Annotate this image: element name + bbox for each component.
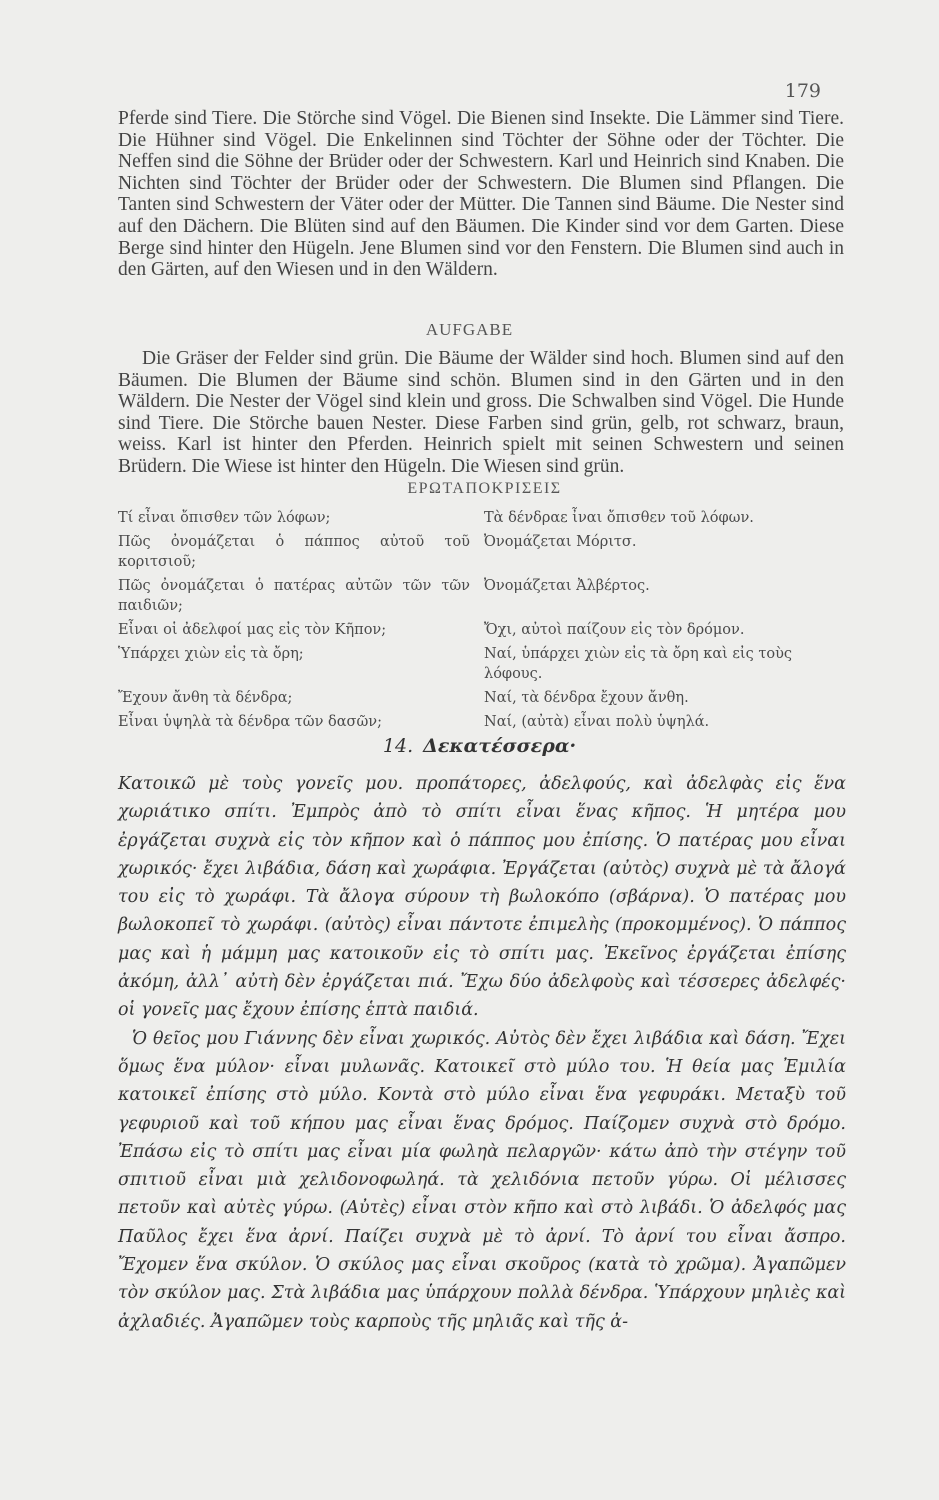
german-text: Pferde sind Tiere. Die Störche sind Vögel. Die Bienen sind Insekte. Die Lämmer sind Tiere. Die Hühner sind Vögel. Die Enkelinnen sind Töchter der Söhne oder der Töchter. Die Neffen sind die Söhne der Brüder oder der Schwestern. Karl und Heinrich sind Knaben. Die Nichten sind Töchter der Brüder oder der Schwestern. Die Blumen sind Pflangen. Die Tanten sind Schwestern der Väter oder der Mütter. Die Tannen sind Bäume. Die Nester sind auf den Dächern. Die Blüten sind auf den Bäumen. Die Kinder sind vor dem Garten. Diese Berge sind hinter den Hügeln. Jene Blumen sind vor den Fenstern. Die Blumen sind auch in den Gärten, auf den Wiesen und in den Wäldern. (118, 108, 844, 281)
qa-row (118, 532, 848, 576)
answer: Ὀνομάζεται Ἀλβέρτος. (484, 578, 650, 594)
qa-heading: ΕΡΩΤΑΠΟΚΡΙΣΕΙΣ (407, 480, 562, 497)
qa-row (118, 576, 848, 620)
greek-text-block (118, 770, 846, 1336)
qa-table (118, 508, 848, 736)
aufgabe-paragraph (118, 348, 844, 478)
qa-row (118, 620, 848, 644)
page-number: 179 (784, 80, 821, 102)
lesson-number: 14. (382, 735, 414, 757)
aufgabe-heading: AUFGABE (425, 320, 514, 339)
qa-row (118, 508, 848, 532)
question: Εἶναι ὑψηλὰ τὰ δένδρα τῶν δασῶν; (118, 714, 382, 730)
question: Ἔχουν ἄνθη τὰ δένδρα; (118, 690, 293, 706)
answer: Ὀνομάζεται Μόριτσ. (484, 534, 637, 550)
qa-row (118, 644, 848, 688)
lesson-title: Δεκατέσσερα· (423, 735, 577, 757)
answer: Τὰ δένδραε ἶναι ὄπισθεν τοῦ λόφων. (484, 510, 754, 526)
answer: Ναί, (αὐτὰ) εἶναι πολὺ ὑψηλά. (484, 714, 710, 730)
qa-row (118, 712, 848, 736)
answer: Ὄχι, αὐτοὶ παίζουν εἰς τὸν δρόμον. (484, 622, 745, 638)
question: Πῶς ὀνομάζεται ὁ πατέρας αὐτῶν τῶν τῶν παιδιῶν; (118, 578, 470, 614)
answer: Ναί, ὑπάρχει χιὼν εἰς τὰ ὄρη καὶ εἰς τοὺς λόφους. (484, 646, 793, 682)
question: Ὑπάρχει χιὼν εἰς τὰ ὄρη; (118, 646, 304, 662)
answer: Ναί, τὰ δένδρα ἔχουν ἄνθη. (484, 690, 689, 706)
greek-paragraph-1: Κατοικῶ μὲ τοὺς γονεῖς μου. προπάτορες, ἀδελφούς, καὶ ἀδελφὰς εἰς ἕνα χωριάτικο σπίτι. Ἐμπρὸς ἀπὸ τὸ σπίτι εἶναι ἕνας κῆπος. Ἡ μητέρα μου ἐργάζεται συχνὰ εἰς τὸν κῆπον καὶ ὁ πάππος μου ἐπίσης. Ὁ πατέρας μου εἶναι χωρικός· ἔχει λιβάδια, δάση καὶ χωράφια. Ἐργάζεται (αὐτὸς) συχνὰ μὲ τὰ ἄλογά του εἰς τὸ χωράφι. Τὰ ἄλογα σύρουν τὴ βωλοκόπο (σβάρνα). Ὁ πατέρας μου βωλοκοπεῖ τὸ χωράφι. (αὐτὸς) εἶναι πάντοτε ἐπιμελὴς (προκομμένος). Ὁ πάππος μας καὶ ἡ μάμμη μας κατοικοῦν εἰς τὸ σπίτι μας. Ἐκεῖνος ἐργάζεται ἐπίσης ἀκόμη, ἀλλ᾽ αὐτὴ δὲν ἐργάζεται πιά. Ἔχω δύο ἀδελφοὺς καὶ τέσσερες ἀδελφές· οἱ γονεῖς μας ἔχουν ἐπίσης ἑπτὰ παιδιά. (118, 774, 846, 1021)
question: Εἶναι οἱ ἀδελφοί μας εἰς τὸν Κῆπον; (118, 622, 387, 638)
aufgabe-text: Die Gräser der Felder sind grün. Die Bäume der Wälder sind hoch. Blumen sind auf den Bäumen. Die Blumen der Bäume sind schön. Blumen sind in den Gärten und in den Wäldern. Die Nester der Vögel sind klein und gross. Die Schwalben sind Vögel. Die Hunde sind Tiere. Die Störche bauen Nester. Diese Farben sind grün, gelb, rot schwarz, braun, weiss. Karl ist hinter den Pferden. Heinrich spielt mit seinen Schwestern und seinen Brüdern. Die Wiese ist hinter den Hügeln. Die Wiesen sind grün. (118, 348, 844, 477)
question: Πῶς ὀνομάζεται ὁ πάππος αὐτοῦ τοῦ κοριτσιοῦ; (118, 534, 470, 570)
lesson-heading (0, 735, 939, 757)
german-paragraph (118, 108, 844, 281)
qa-row (118, 688, 848, 712)
greek-paragraph-2: Ὁ θεῖος μου Γιάννης δὲν εἶναι χωρικός. Αὐτὸς δὲν ἔχει λιβάδια καὶ δάση. Ἔχει ὅμως ἕνα μύλον· εἶναι μυλωνᾶς. Κατοικεῖ στὸ μύλο του. Ἡ θεία μας Ἐμιλία κατοικεῖ ἐπίσης στὸ μύλο. Κοντὰ στὸ μύλο εἶναι ἕνα γεφυράκι. Μεταξὺ τοῦ γεφυριοῦ καὶ τοῦ κήπου μας εἶναι ἕνας δρόμος. Παίζομεν συχνὰ στὸ δρόμο. Ἐπάσω εἰς τὸ σπίτι μας εἶναι μία φωληὰ πελαργῶν· κάτω ἀπὸ τὴν στέγην τοῦ σπιτιοῦ εἶναι μιὰ χελιδονοφωληά. τὰ χελιδόνια πετοῦν γύρω. Οἱ μέλισσες πετοῦν καὶ αὐτὲς γύρω. (Αὐτὲς) εἶναι στὸν κῆπο καὶ στὸ λιβάδι. Ὁ ἀδελφός μας Παῦλος ἔχει ἕνα ἀρνί. Παίζει συχνὰ μὲ τὸ ἀρνί. Τὸ ἀρνί του εἶναι ἄσπρο. Ἔχομεν ἕνα σκύλον. Ὁ σκύλος μας εἶναι σκοῦρος (κατὰ τὸ χρῶμα). Ἀγαπῶμεν τὸν σκύλον μας. Στὰ λιβάδια μας ὑπάρχουν πολλὰ δένδρα. Ὑπάρχουν μηλιὲς καὶ ἀχλαδιές. Ἀγαπῶμεν τοὺς καρποὺς τῆς μηλιᾶς καὶ τῆς ἀ- (118, 1028, 846, 1332)
question: Τί εἶναι ὄπισθεν τῶν λόφων; (118, 510, 331, 526)
